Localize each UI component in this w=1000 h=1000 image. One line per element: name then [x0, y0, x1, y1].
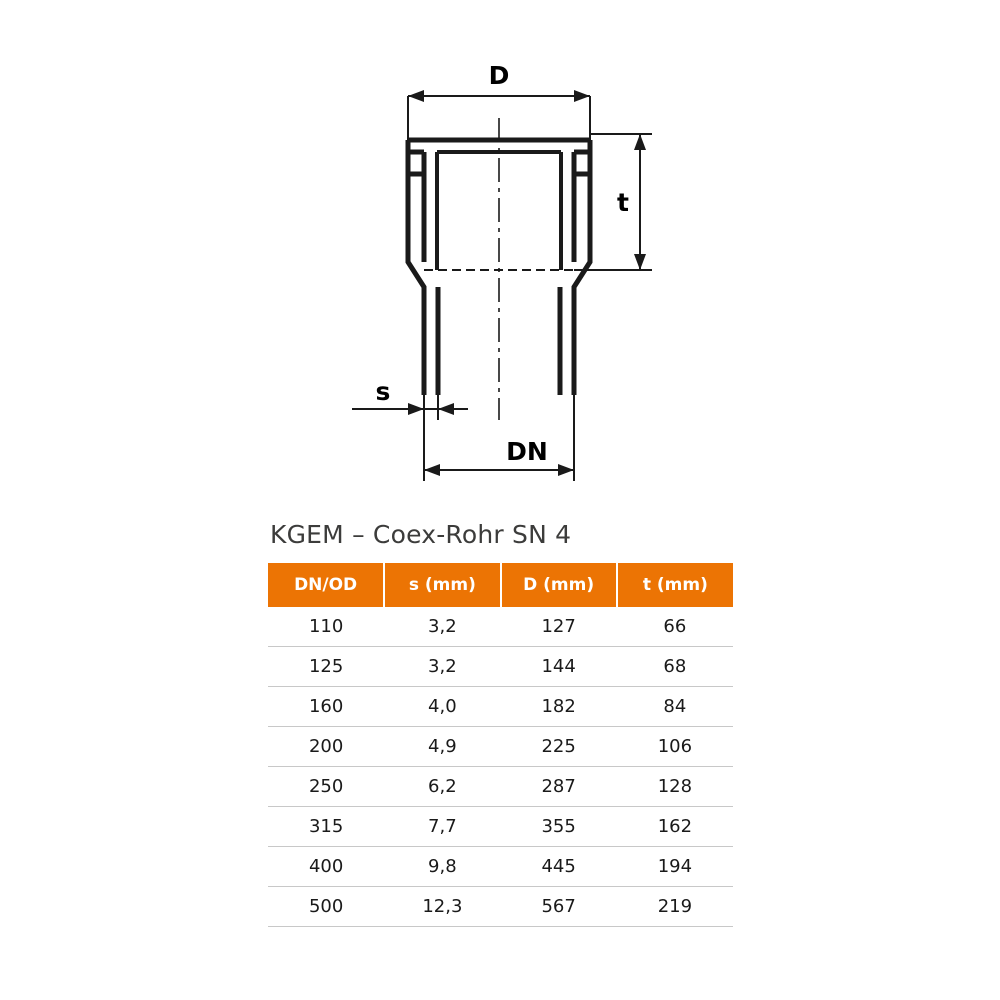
label-D: D — [488, 61, 510, 90]
cell-dn: 125 — [268, 647, 384, 687]
label-s: s — [375, 377, 391, 406]
cell-d: 182 — [501, 687, 617, 727]
table-row — [268, 887, 733, 927]
column-header-s: s (mm) — [384, 563, 500, 607]
cell-s: 3,2 — [384, 647, 500, 687]
column-header-t: t (mm) — [617, 563, 733, 607]
label-t: t — [617, 188, 629, 217]
table-header-row — [268, 563, 733, 607]
cell-t: 219 — [617, 887, 733, 927]
spec-table — [268, 563, 733, 927]
cell-d: 287 — [501, 767, 617, 807]
cell-s: 9,8 — [384, 847, 500, 887]
spec-table-container — [268, 520, 733, 927]
cell-t: 84 — [617, 687, 733, 727]
dimension-s — [352, 395, 468, 420]
table-row — [268, 727, 733, 767]
cell-d: 225 — [501, 727, 617, 767]
column-header-d: D (mm) — [501, 563, 617, 607]
cell-s: 3,2 — [384, 607, 500, 647]
cell-dn: 160 — [268, 687, 384, 727]
table-row — [268, 847, 733, 887]
table-row — [268, 687, 733, 727]
cell-d: 127 — [501, 607, 617, 647]
cell-t: 68 — [617, 647, 733, 687]
table-row — [268, 767, 733, 807]
table-row — [268, 807, 733, 847]
cell-t: 194 — [617, 847, 733, 887]
cell-dn: 250 — [268, 767, 384, 807]
cell-t: 106 — [617, 727, 733, 767]
cell-d: 567 — [501, 887, 617, 927]
table-row — [268, 607, 733, 647]
cell-s: 7,7 — [384, 807, 500, 847]
cell-s: 6,2 — [384, 767, 500, 807]
label-DN: DN — [506, 437, 548, 466]
cell-dn: 200 — [268, 727, 384, 767]
cell-t: 66 — [617, 607, 733, 647]
table-title: KGEM – Coex-Rohr SN 4 — [270, 520, 572, 549]
cell-dn: 500 — [268, 887, 384, 927]
cell-t: 162 — [617, 807, 733, 847]
cell-s: 4,9 — [384, 727, 500, 767]
cell-d: 445 — [501, 847, 617, 887]
column-header-dn-od: DN/OD — [268, 563, 384, 607]
cell-s: 12,3 — [384, 887, 500, 927]
cell-t: 128 — [617, 767, 733, 807]
table-row — [268, 647, 733, 687]
cell-dn: 400 — [268, 847, 384, 887]
cell-d: 355 — [501, 807, 617, 847]
cell-s: 4,0 — [384, 687, 500, 727]
cell-dn: 315 — [268, 807, 384, 847]
cell-d: 144 — [501, 647, 617, 687]
cell-dn: 110 — [268, 607, 384, 647]
